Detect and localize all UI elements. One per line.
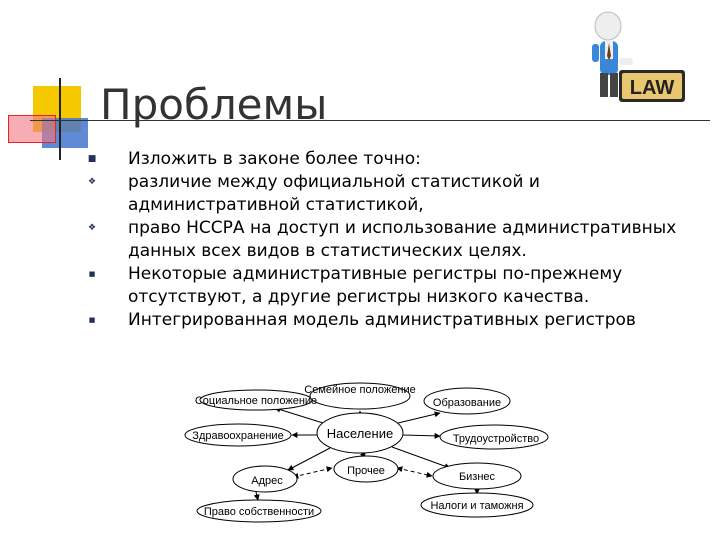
node-address-label: Адрес xyxy=(251,475,283,487)
node-other-label: Прочее xyxy=(347,465,385,477)
connector-address-other xyxy=(293,468,332,477)
bullet-text: различие между официальной статистикой и административной статистикой, xyxy=(128,172,540,215)
connector-employment xyxy=(403,435,440,436)
connector-education xyxy=(398,413,440,423)
bullet-text: Некоторые административные регистры по-прежнему отсутствуют, а другие регистры низкого качества. xyxy=(128,264,623,307)
square-bullet-icon: ■ xyxy=(87,154,97,164)
node-family-label: Семейное положение xyxy=(304,384,416,396)
connector-social xyxy=(275,408,323,423)
law-sign-text: LAW xyxy=(629,77,675,99)
node-social-label: Социальное положение xyxy=(194,395,318,407)
bullet-text: Изложить в законе более точно: xyxy=(128,149,421,169)
node-taxes-label: Налоги и таможня xyxy=(430,500,524,512)
node-health-label: Здравоохранение xyxy=(192,430,284,442)
small-square-bullet-icon: ■ xyxy=(88,270,96,278)
connector-other-business xyxy=(397,468,432,476)
slide-title: Проблемы xyxy=(100,80,328,129)
connector-business xyxy=(392,447,450,468)
node-center-label: Население xyxy=(326,426,394,441)
connector-property xyxy=(256,492,258,500)
connector-address xyxy=(288,448,330,470)
node-education-label: Образование xyxy=(432,397,502,409)
node-property-label: Право собственности xyxy=(203,506,315,518)
node-business-label: Бизнес xyxy=(458,471,496,483)
small-square-bullet-icon: ■ xyxy=(88,316,96,324)
diamond-bullet-icon: ❖ xyxy=(87,177,97,187)
node-employment-label: Трудоустройство xyxy=(452,433,540,445)
bullet-text: право НССРА на доступ и использование административных данных всех видов в статистических целях. xyxy=(128,218,677,261)
bullet-text: Интегрированная модель административных регистров xyxy=(128,310,636,330)
diamond-bullet-icon: ❖ xyxy=(87,223,97,233)
